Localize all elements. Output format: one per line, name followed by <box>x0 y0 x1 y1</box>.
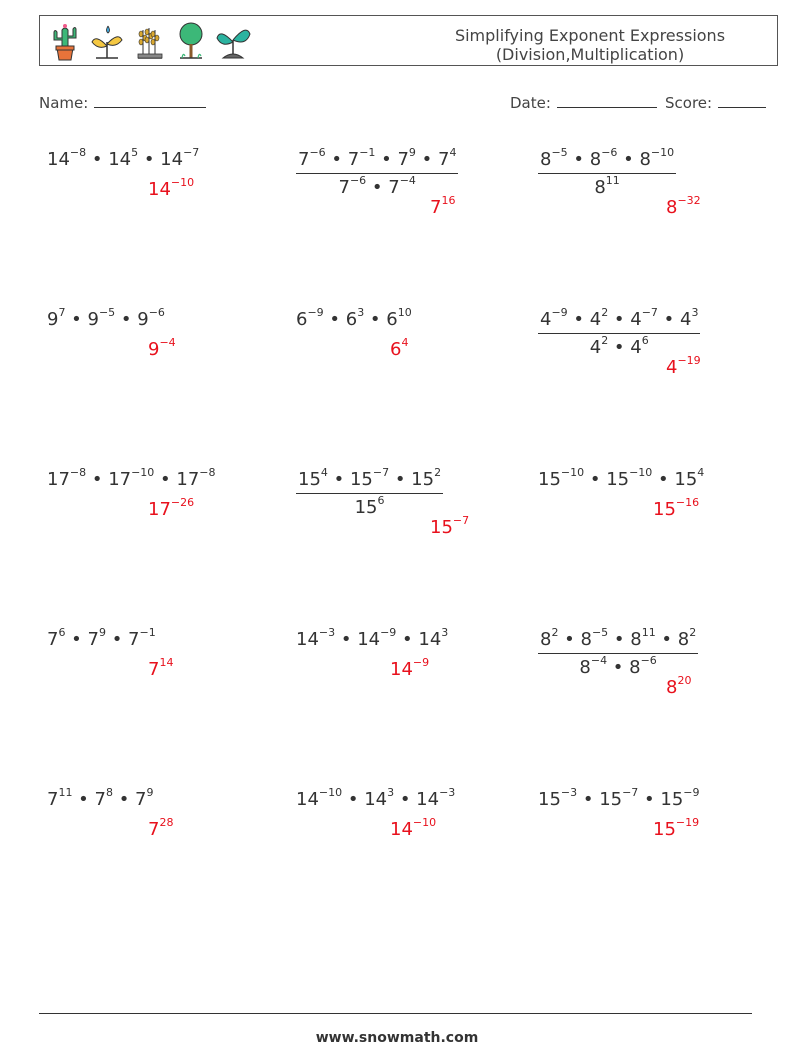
exponent: 6 <box>377 494 385 507</box>
exponent: −32 <box>677 194 701 207</box>
date-label: Date: <box>510 94 551 112</box>
base: 8 <box>629 657 641 678</box>
exponent: −6 <box>148 306 165 319</box>
exponent: −9 <box>307 306 324 319</box>
base: 15 <box>538 789 561 810</box>
answer-5 <box>390 338 408 360</box>
exponent: −8 <box>199 466 216 479</box>
footer-website: www.snowmath.com <box>315 1030 479 1046</box>
fraction <box>296 468 443 518</box>
power-term <box>160 146 200 170</box>
base: 8 <box>639 149 651 170</box>
base: 8 <box>580 629 592 650</box>
title-line-2: (Division,Multiplication) <box>495 45 685 64</box>
base: 15 <box>674 469 698 490</box>
base: 15 <box>606 469 630 490</box>
power-term <box>538 466 585 490</box>
score-label: Score: <box>665 94 713 112</box>
problem-11: $14^{-3}$ • $14^{-9}$ • $14^3$ <box>296 626 449 650</box>
answer-2 <box>430 196 455 218</box>
exponent: −9 <box>551 306 568 319</box>
exponent: −9 <box>683 786 700 799</box>
base: 8 <box>594 177 606 198</box>
fraction <box>538 308 700 358</box>
problem-7: $17^{-8}$ • $17^{-10}$ • $17^{-8}$ <box>47 466 216 490</box>
base: 9 <box>87 309 99 330</box>
exponent: 7 <box>58 306 66 319</box>
exponent: −6 <box>640 654 657 667</box>
exponent: 8 <box>105 786 113 799</box>
power-term <box>589 334 609 358</box>
power-term <box>47 626 66 650</box>
exponent: −6 <box>349 174 367 187</box>
base: 4 <box>589 337 602 358</box>
power-term <box>47 306 66 330</box>
exponent: 20 <box>677 674 692 687</box>
fraction <box>538 628 698 678</box>
power-term <box>87 306 116 330</box>
power-term <box>390 816 437 840</box>
exponent: −7 <box>622 786 639 799</box>
exponent: −19 <box>677 354 701 367</box>
base: 15 <box>538 469 561 490</box>
exponent: 5 <box>131 146 139 159</box>
base: 14 <box>418 629 442 650</box>
base: 9 <box>47 309 59 330</box>
numerator: $7^{-6}$ • $7^{-1}$ • $7^9$ • $7^4$ <box>296 148 458 174</box>
base: 7 <box>128 629 140 650</box>
exponent: 10 <box>397 306 412 319</box>
exponent: 2 <box>551 626 559 639</box>
exponent: −7 <box>372 466 390 479</box>
power-term <box>653 816 700 840</box>
power-term <box>296 306 324 330</box>
exponent: −6 <box>601 146 618 159</box>
date-field[interactable] <box>510 93 657 112</box>
base: 9 <box>148 339 160 360</box>
base: 7 <box>397 149 409 170</box>
power-term <box>666 354 701 378</box>
power-term <box>674 466 705 490</box>
worksheet-header <box>39 15 778 66</box>
base: 4 <box>679 309 692 330</box>
power-term <box>538 786 578 810</box>
base: 4 <box>666 357 678 378</box>
power-term <box>677 626 697 650</box>
exponent: −1 <box>139 626 156 639</box>
exponent: 6 <box>58 626 66 639</box>
problem-9: $15^{-10}$ • $15^{-10}$ • $15^4$ <box>538 466 705 490</box>
exponent: −5 <box>98 306 116 319</box>
answer-11 <box>390 658 429 680</box>
exponent: 3 <box>357 306 365 319</box>
exponent: −5 <box>591 626 609 639</box>
base: 8 <box>630 629 642 650</box>
power-term <box>108 146 139 170</box>
exponent: 4 <box>320 466 328 479</box>
power-term <box>148 496 195 520</box>
power-term <box>629 654 657 678</box>
exponent: −10 <box>318 786 343 799</box>
base: 7 <box>135 789 147 810</box>
denominator: $7^{-6}$ • $7^{-4}$ <box>338 174 416 198</box>
answer-14 <box>390 818 436 840</box>
answer-3 <box>666 196 701 218</box>
base: 17 <box>176 469 200 490</box>
base: 14 <box>390 819 413 840</box>
exponent: 6 <box>641 334 649 347</box>
exponent: −4 <box>590 654 608 667</box>
base: 7 <box>87 629 99 650</box>
power-term <box>364 786 395 810</box>
base: 7 <box>148 659 160 680</box>
fraction <box>296 148 458 198</box>
exponent: 11 <box>641 626 656 639</box>
answer-8 <box>430 516 469 538</box>
exponent: 2 <box>601 334 609 347</box>
power-term <box>386 306 412 330</box>
base: 15 <box>660 789 684 810</box>
power-term <box>148 176 195 200</box>
base: 7 <box>430 197 442 218</box>
power-term <box>176 466 216 490</box>
power-term <box>298 466 328 490</box>
name-field[interactable] <box>39 93 206 112</box>
power-term <box>388 174 416 198</box>
power-term <box>430 514 470 538</box>
exponent: −10 <box>650 146 675 159</box>
base: 15 <box>298 469 321 490</box>
base: 7 <box>388 177 400 198</box>
base: 14 <box>296 789 319 810</box>
power-term <box>630 626 656 650</box>
exponent: −8 <box>69 146 87 159</box>
power-term <box>390 336 409 360</box>
problem-1: $14^{-8}$ • $14^5$ • $14^{-7}$ <box>47 146 200 170</box>
fraction <box>538 148 676 198</box>
exponent: −3 <box>560 786 578 799</box>
problem-5: $6^{-9}$ • $6^3$ • $6^{10}$ <box>296 306 412 330</box>
exponent: −19 <box>675 816 700 829</box>
power-term <box>430 194 456 218</box>
base: 17 <box>108 469 132 490</box>
power-term <box>148 656 174 680</box>
base: 17 <box>47 469 70 490</box>
exponent: −10 <box>560 466 585 479</box>
denominator <box>296 494 443 518</box>
base: 4 <box>589 309 602 330</box>
answer-12 <box>666 676 691 698</box>
exponent: 9 <box>146 786 154 799</box>
problem-14: $14^{-10}$ • $14^3$ • $14^{-3}$ <box>296 786 456 810</box>
power-term <box>589 306 609 330</box>
exponent: −7 <box>183 146 200 159</box>
problem-3 <box>538 148 676 198</box>
exponent: 9 <box>408 146 416 159</box>
problem-13: $7^{11}$ • $7^8$ • $7^9$ <box>47 786 154 810</box>
exponent: 4 <box>449 146 457 159</box>
power-term <box>135 786 154 810</box>
problem-10: $7^6$ • $7^9$ • $7^{-1}$ <box>47 626 156 650</box>
exponent: −5 <box>551 146 568 159</box>
base: 14 <box>148 179 171 200</box>
numerator: $8^2$ • $8^{-5}$ • $8^{11}$ • $8^2$ <box>538 628 698 654</box>
answer-15 <box>653 818 699 840</box>
power-term <box>580 626 609 650</box>
title-line-1: Simplifying Exponent Expressions <box>454 26 726 45</box>
denominator <box>538 174 676 198</box>
answer-10 <box>148 658 173 680</box>
base: 6 <box>296 309 308 330</box>
power-term <box>418 626 449 650</box>
base: 7 <box>47 789 59 810</box>
base: 7 <box>338 177 350 198</box>
exponent: −8 <box>69 466 87 479</box>
power-term <box>128 626 156 650</box>
power-term <box>630 306 658 330</box>
power-term <box>87 626 106 650</box>
exponent: 11 <box>605 174 620 187</box>
base: 4 <box>630 337 642 358</box>
power-term <box>349 466 390 490</box>
name-blank[interactable] <box>94 93 206 108</box>
base: 7 <box>298 149 310 170</box>
answer-6 <box>666 356 701 378</box>
power-term <box>148 816 174 840</box>
power-term <box>397 146 416 170</box>
base: 8 <box>677 629 690 650</box>
base: 14 <box>296 629 319 650</box>
exponent: −9 <box>412 656 430 669</box>
base: 15 <box>430 517 453 538</box>
tree-icon <box>172 20 210 62</box>
score-field[interactable] <box>665 93 766 112</box>
exponent: −1 <box>359 146 376 159</box>
problem-15: $15^{-3}$ • $15^{-7}$ • $15^{-9}$ <box>538 786 700 810</box>
answer-4 <box>148 338 176 360</box>
power-term <box>606 466 653 490</box>
exponent: −10 <box>629 466 653 479</box>
exponent: −3 <box>318 626 336 639</box>
power-term <box>347 146 376 170</box>
exponent: 4 <box>697 466 705 479</box>
power-term <box>148 336 176 360</box>
exponent: −26 <box>170 496 195 509</box>
power-term <box>296 786 343 810</box>
score-blank[interactable] <box>718 93 766 108</box>
base: 14 <box>108 149 132 170</box>
power-term <box>390 656 430 680</box>
exponent: −6 <box>309 146 326 159</box>
power-term <box>411 466 442 490</box>
base: 14 <box>390 659 413 680</box>
exponent: 28 <box>159 816 174 829</box>
base: 15 <box>653 819 676 840</box>
power-term <box>47 786 73 810</box>
cactus-pot-icon <box>46 20 84 62</box>
base: 8 <box>666 677 678 698</box>
footer-divider <box>39 1013 752 1014</box>
base: 7 <box>47 629 59 650</box>
base: 7 <box>437 149 450 170</box>
base: 15 <box>653 499 676 520</box>
plant-icons <box>46 20 252 62</box>
base: 8 <box>666 197 678 218</box>
base: 6 <box>386 309 398 330</box>
worksheet-title <box>430 26 750 64</box>
base: 7 <box>148 819 160 840</box>
base: 6 <box>390 339 402 360</box>
exponent: −4 <box>399 174 416 187</box>
exponent: −10 <box>412 816 437 829</box>
power-term <box>47 146 87 170</box>
exponent: 16 <box>441 194 456 207</box>
power-term <box>540 626 559 650</box>
denominator: $4^2$ • $4^6$ <box>589 334 649 358</box>
power-term <box>47 466 87 490</box>
power-term <box>679 306 699 330</box>
answer-9 <box>653 498 699 520</box>
denominator: $8^{-4}$ • $8^{-6}$ <box>579 654 657 678</box>
power-term <box>579 654 608 678</box>
power-term <box>589 146 618 170</box>
power-term <box>298 146 326 170</box>
exponent: 4 <box>401 336 409 349</box>
power-term <box>660 786 700 810</box>
base: 17 <box>148 499 171 520</box>
problem-6 <box>538 308 700 358</box>
power-term <box>540 146 568 170</box>
answer-1 <box>148 178 194 200</box>
power-term <box>630 334 649 358</box>
exponent: 3 <box>387 786 395 799</box>
base: 8 <box>589 149 602 170</box>
base: 14 <box>364 789 388 810</box>
base: 9 <box>137 309 149 330</box>
base: 8 <box>540 149 552 170</box>
base: 6 <box>345 309 358 330</box>
name-label: Name: <box>39 94 89 112</box>
power-term <box>296 626 336 650</box>
power-term <box>594 174 620 198</box>
exponent: −7 <box>452 514 470 527</box>
exponent: 14 <box>159 656 174 669</box>
exponent: −4 <box>159 336 176 349</box>
date-blank[interactable] <box>557 93 657 108</box>
power-term <box>137 306 165 330</box>
exponent: 2 <box>601 306 609 319</box>
problem-2 <box>296 148 458 198</box>
power-term <box>599 786 639 810</box>
base: 14 <box>416 789 440 810</box>
exponent: 3 <box>441 626 449 639</box>
exponent: −9 <box>380 626 397 639</box>
numerator: $8^{-5}$ • $8^{-6}$ • $8^{-10}$ <box>538 148 676 174</box>
exponent: −16 <box>675 496 700 509</box>
base: 7 <box>347 149 360 170</box>
power-term <box>540 306 568 330</box>
exponent: 3 <box>691 306 699 319</box>
base: 14 <box>357 629 381 650</box>
base: 15 <box>411 469 435 490</box>
base: 14 <box>160 149 184 170</box>
power-term <box>416 786 456 810</box>
exponent: 2 <box>434 466 442 479</box>
problem-4: $9^7$ • $9^{-5}$ • $9^{-6}$ <box>47 306 165 330</box>
power-term <box>666 194 701 218</box>
power-term <box>437 146 457 170</box>
power-term <box>338 174 367 198</box>
power-term <box>666 674 692 698</box>
base: 14 <box>47 149 70 170</box>
base: 15 <box>349 469 373 490</box>
power-term <box>345 306 365 330</box>
numerator: $4^{-9}$ • $4^2$ • $4^{-7}$ • $4^3$ <box>538 308 700 334</box>
exponent: −10 <box>131 466 155 479</box>
answer-7 <box>148 498 194 520</box>
power-term <box>653 496 700 520</box>
power-term <box>94 786 113 810</box>
exponent: −7 <box>641 306 658 319</box>
answer-13 <box>148 818 173 840</box>
base: 4 <box>630 309 642 330</box>
base: 8 <box>579 657 591 678</box>
exponent: 2 <box>689 626 697 639</box>
wheat-icon <box>130 20 168 62</box>
seedling-water-icon <box>88 20 126 62</box>
problem-12 <box>538 628 698 678</box>
base: 15 <box>354 497 378 518</box>
problem-8 <box>296 468 443 518</box>
power-term <box>357 626 397 650</box>
exponent: −10 <box>170 176 195 189</box>
base: 15 <box>599 789 623 810</box>
sprout-icon <box>214 20 252 62</box>
exponent: −3 <box>439 786 456 799</box>
exponent: 9 <box>98 626 106 639</box>
base: 4 <box>540 309 552 330</box>
power-term <box>108 466 155 490</box>
base: 8 <box>540 629 552 650</box>
exponent: 11 <box>58 786 73 799</box>
numerator: $15^4$ • $15^{-7}$ • $15^2$ <box>296 468 443 494</box>
power-term <box>639 146 675 170</box>
power-term <box>354 494 385 518</box>
base: 7 <box>94 789 106 810</box>
